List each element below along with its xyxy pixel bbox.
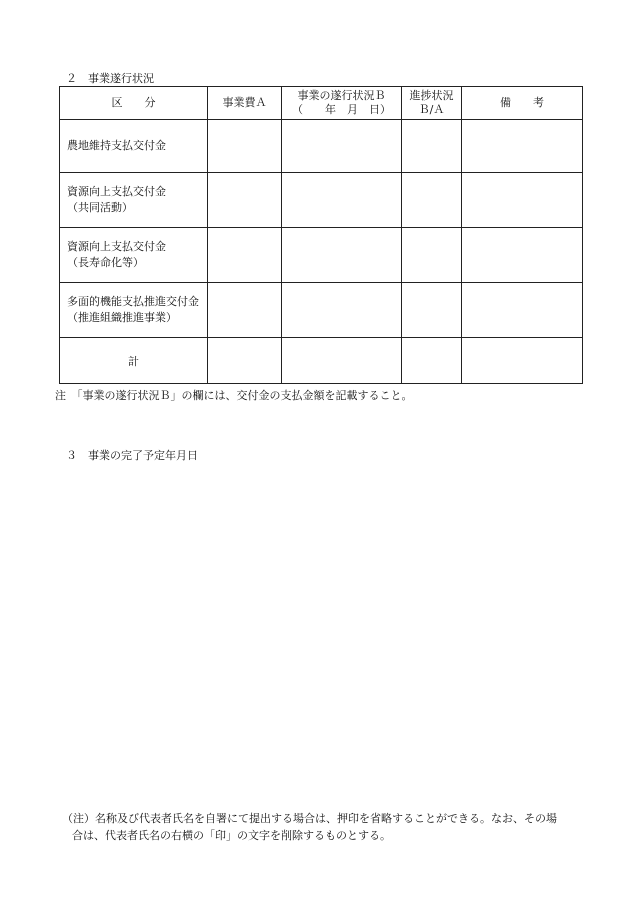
header-remarks: 備 考 — [462, 87, 583, 120]
cell-remarks[interactable] — [462, 338, 583, 384]
header-cost-a: 事業費Ａ — [208, 87, 282, 120]
cell-progress[interactable] — [402, 283, 462, 338]
cell-remarks[interactable] — [462, 120, 583, 173]
section-2-heading: ２ 事業遂行状況 — [66, 72, 154, 85]
table-row — [60, 120, 583, 173]
cell-progress[interactable] — [402, 120, 462, 173]
row-label — [60, 228, 208, 283]
cell-cost-a[interactable] — [208, 228, 282, 283]
cell-cost-a[interactable] — [208, 120, 282, 173]
table-note: 注 「事業の遂行状況Ｂ」の欄には、交付金の支払金額を記載すること。 — [55, 389, 413, 402]
table-row — [60, 228, 583, 283]
cell-cost-a[interactable] — [208, 173, 282, 228]
row-label-line1: 資源向上支払交付金 — [67, 185, 166, 198]
section-3-heading: ３ 事業の完了予定年月日 — [66, 449, 198, 462]
row-label — [60, 120, 208, 173]
cell-cost-a[interactable] — [208, 338, 282, 384]
cell-status-b[interactable] — [282, 173, 402, 228]
row-label-line1: 農地維持支払交付金 — [67, 139, 166, 152]
header-progress — [402, 87, 462, 120]
total-label: 計 — [60, 338, 208, 384]
row-label-line2: （共同活動） — [67, 201, 133, 214]
header-status-b — [282, 87, 402, 120]
cell-remarks[interactable] — [462, 173, 583, 228]
table-row — [60, 173, 583, 228]
row-label-line1: 資源向上支払交付金 — [67, 240, 166, 253]
footnote-line1: （注）名称及び代表者氏名を自署にて提出する場合は、押印を省略することができる。なお、その場 — [62, 812, 557, 825]
row-label — [60, 283, 208, 338]
header-status-b-date: （ 年 月 日） — [292, 103, 391, 116]
footnote-line2: 合は、代表者氏名の右横の「印」の文字を削除するものとする。 — [72, 829, 391, 842]
row-label-line2: （長寿命化等） — [67, 256, 144, 269]
cell-progress[interactable] — [402, 338, 462, 384]
cell-progress[interactable] — [402, 228, 462, 283]
cell-cost-a[interactable] — [208, 283, 282, 338]
footnote — [62, 810, 582, 844]
header-progress-ratio: Ｂ/Ａ — [418, 103, 445, 116]
total-row — [60, 338, 583, 384]
cell-status-b[interactable] — [282, 120, 402, 173]
cell-status-b[interactable] — [282, 283, 402, 338]
header-row — [60, 87, 583, 120]
table-row — [60, 283, 583, 338]
header-status-b-title: 事業の遂行状況Ｂ — [297, 89, 386, 102]
row-label-line2: （推進組織推進事業） — [67, 311, 177, 324]
row-label — [60, 173, 208, 228]
row-label-line1: 多面的機能支払推進交付金 — [67, 295, 199, 308]
cell-progress[interactable] — [402, 173, 462, 228]
project-status-table — [59, 86, 583, 384]
cell-status-b[interactable] — [282, 228, 402, 283]
cell-remarks[interactable] — [462, 228, 583, 283]
header-category: 区 分 — [60, 87, 208, 120]
header-progress-title: 進捗状況 — [409, 89, 454, 102]
cell-remarks[interactable] — [462, 283, 583, 338]
cell-status-b[interactable] — [282, 338, 402, 384]
